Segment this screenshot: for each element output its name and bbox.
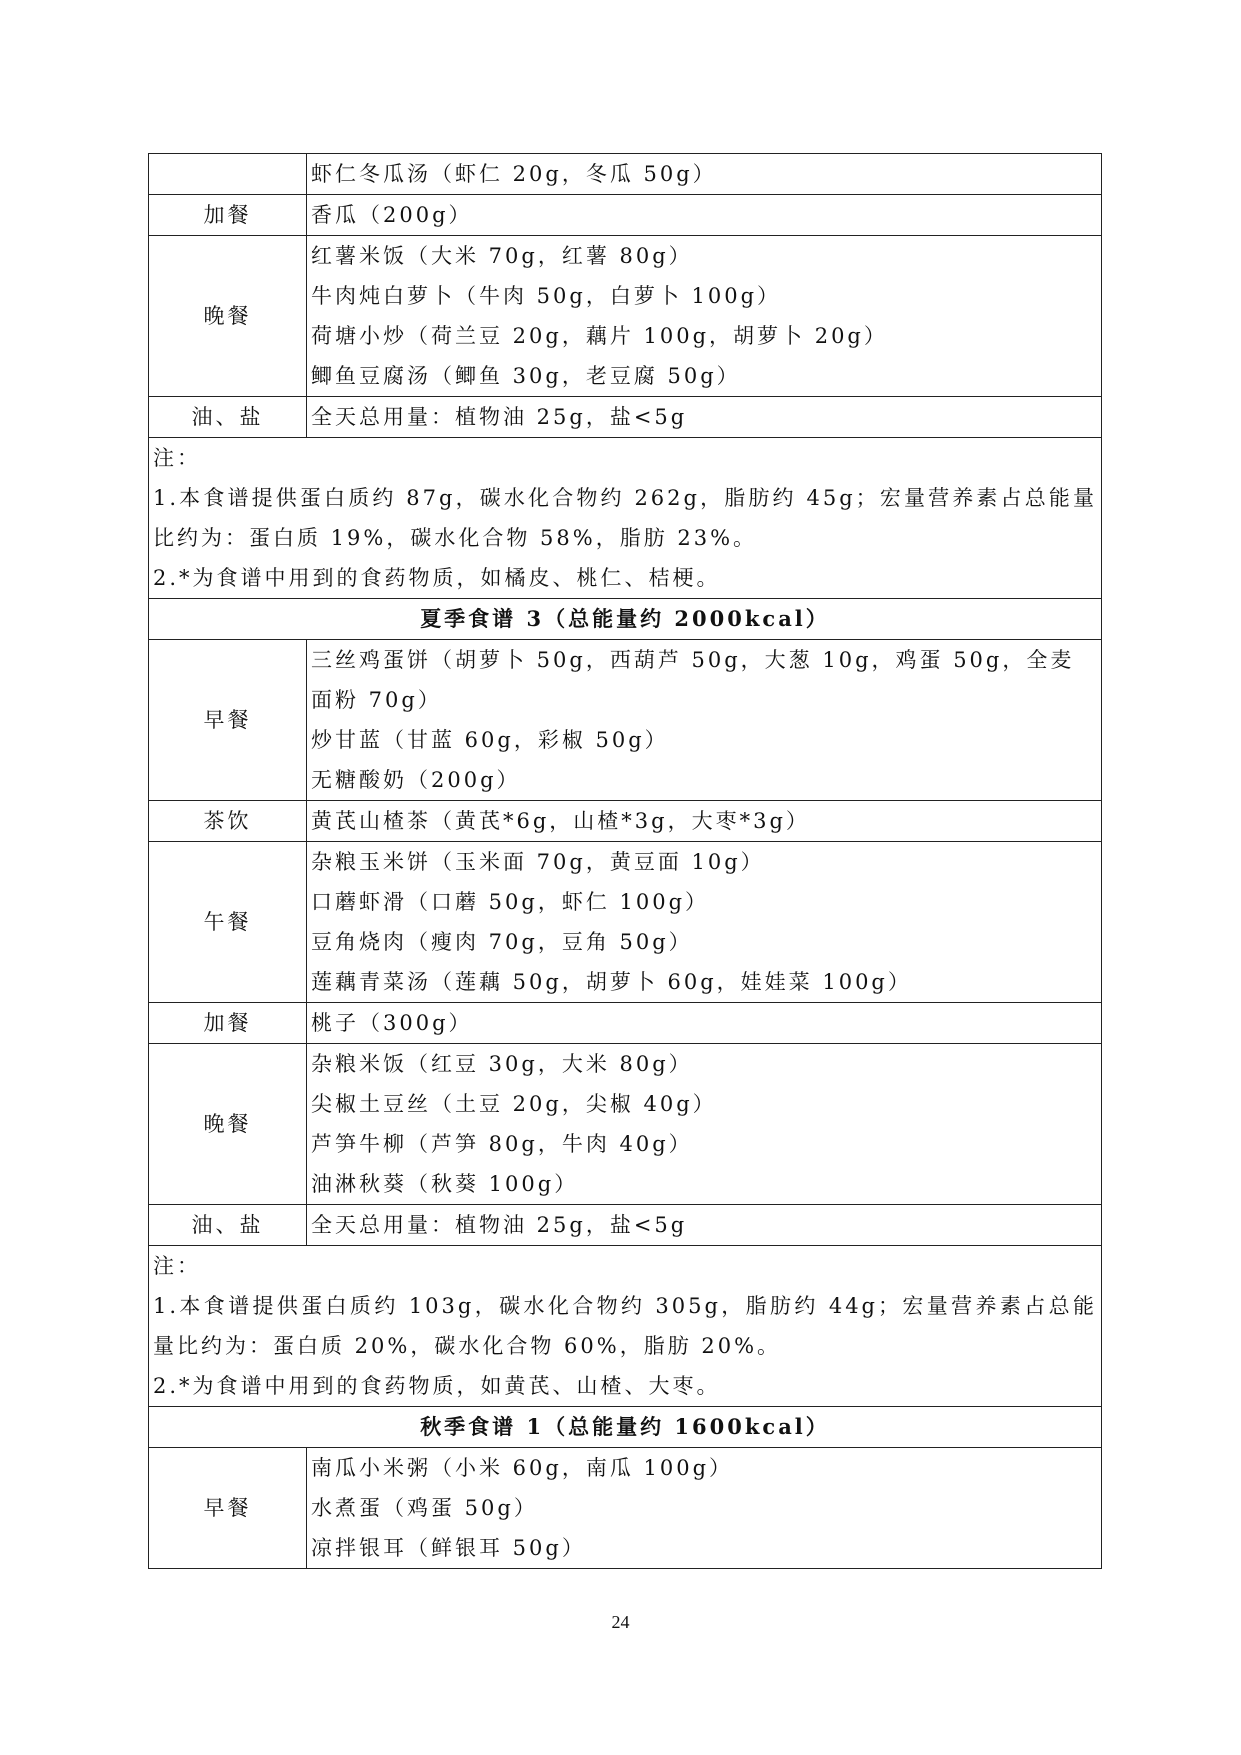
table-row bbox=[149, 1448, 1102, 1569]
dish-item: 荷塘小炒（荷兰豆 20g，藕片 100g，胡萝卜 20g） bbox=[311, 324, 888, 348]
dish-item: 三丝鸡蛋饼（胡萝卜 50g，西葫芦 50g，大葱 10g，鸡蛋 50g，全麦面粉 70g） bbox=[311, 648, 1075, 712]
meal-items bbox=[307, 195, 1102, 236]
meal-items bbox=[307, 1044, 1102, 1205]
dish-item: 桃子（300g） bbox=[311, 1011, 473, 1035]
table-row bbox=[149, 236, 1102, 397]
dish-item: 油淋秋葵（秋葵 100g） bbox=[311, 1172, 579, 1196]
dish-item: 豆角烧肉（瘦肉 70g，豆角 50g） bbox=[311, 930, 693, 954]
dish-item: 口蘑虾滑（口蘑 50g，虾仁 100g） bbox=[311, 890, 710, 914]
section-title-row bbox=[149, 1407, 1102, 1448]
dish-item: 杂粮米饭（红豆 30g，大米 80g） bbox=[311, 1052, 693, 1076]
meal-items bbox=[307, 1003, 1102, 1044]
meal-label: 油、盐 bbox=[149, 397, 307, 438]
page-number: 24 bbox=[611, 1612, 630, 1632]
table-row bbox=[149, 842, 1102, 1003]
recipe-table-body bbox=[149, 154, 1102, 1569]
table-row bbox=[149, 154, 1102, 195]
recipe-table bbox=[148, 153, 1102, 1569]
meal-items bbox=[307, 397, 1102, 438]
dish-item: 全天总用量：植物油 25g，盐<5g bbox=[311, 1213, 688, 1237]
dish-item: 杂粮玉米饼（玉米面 70g，黄豆面 10g） bbox=[311, 850, 765, 874]
meal-label: 加餐 bbox=[149, 195, 307, 236]
dish-item: 黄芪山楂茶（黄芪*6g，山楂*3g，大枣*3g） bbox=[311, 809, 810, 833]
note-cell bbox=[149, 1246, 1102, 1407]
meal-items bbox=[307, 236, 1102, 397]
note-line: 注： bbox=[153, 1254, 201, 1278]
note-row bbox=[149, 438, 1102, 599]
section-title: 夏季食谱 3（总能量约 2000kcal） bbox=[149, 599, 1102, 640]
table-row bbox=[149, 801, 1102, 842]
table-row bbox=[149, 195, 1102, 236]
meal-label: 晚餐 bbox=[149, 1044, 307, 1205]
dish-item: 芦笋牛柳（芦笋 80g，牛肉 40g） bbox=[311, 1132, 693, 1156]
dish-item: 尖椒土豆丝（土豆 20g，尖椒 40g） bbox=[311, 1092, 717, 1116]
meal-label: 茶饮 bbox=[149, 801, 307, 842]
note-line: 1.本食谱提供蛋白质约 87g，碳水化合物约 262g，脂肪约 45g；宏量营养素占总能量比约为：蛋白质 19%，碳水化合物 58%，脂肪 23%。 bbox=[153, 486, 1097, 550]
dish-item: 红薯米饭（大米 70g，红薯 80g） bbox=[311, 244, 693, 268]
meal-items bbox=[307, 842, 1102, 1003]
meal-items bbox=[307, 801, 1102, 842]
table-row bbox=[149, 1044, 1102, 1205]
meal-items bbox=[307, 154, 1102, 195]
meal-items bbox=[307, 1448, 1102, 1569]
meal-items bbox=[307, 1205, 1102, 1246]
section-title: 秋季食谱 1（总能量约 1600kcal） bbox=[149, 1407, 1102, 1448]
dish-item: 南瓜小米粥（小米 60g，南瓜 100g） bbox=[311, 1456, 734, 1480]
note-line: 注： bbox=[153, 446, 201, 470]
dish-item: 全天总用量：植物油 25g，盐<5g bbox=[311, 405, 688, 429]
dish-item: 莲藕青菜汤（莲藕 50g，胡萝卜 60g，娃娃菜 100g） bbox=[311, 970, 912, 994]
meal-label: 晚餐 bbox=[149, 236, 307, 397]
dish-item: 香瓜（200g） bbox=[311, 203, 473, 227]
meal-items bbox=[307, 640, 1102, 801]
dish-item: 水煮蛋（鸡蛋 50g） bbox=[311, 1496, 538, 1520]
table-row bbox=[149, 1205, 1102, 1246]
meal-label bbox=[149, 154, 307, 195]
meal-label: 早餐 bbox=[149, 640, 307, 801]
note-cell bbox=[149, 438, 1102, 599]
note-line: 1.本食谱提供蛋白质约 103g，碳水化合物约 305g，脂肪约 44g；宏量营养素占总能量比约为：蛋白质 20%，碳水化合物 60%，脂肪 20%。 bbox=[153, 1294, 1097, 1358]
meal-label: 加餐 bbox=[149, 1003, 307, 1044]
dish-item: 炒甘蓝（甘蓝 60g，彩椒 50g） bbox=[311, 728, 669, 752]
note-line: 2.*为食谱中用到的食药物质，如橘皮、桃仁、桔梗。 bbox=[153, 566, 721, 590]
table-row bbox=[149, 1003, 1102, 1044]
note-row bbox=[149, 1246, 1102, 1407]
meal-label: 早餐 bbox=[149, 1448, 307, 1569]
note-line: 2.*为食谱中用到的食药物质，如黄芪、山楂、大枣。 bbox=[153, 1374, 721, 1398]
dish-item: 牛肉炖白萝卜（牛肉 50g，白萝卜 100g） bbox=[311, 284, 782, 308]
section-title-row bbox=[149, 599, 1102, 640]
dish-item: 鲫鱼豆腐汤（鲫鱼 30g，老豆腐 50g） bbox=[311, 364, 741, 388]
table-row bbox=[149, 640, 1102, 801]
meal-label: 午餐 bbox=[149, 842, 307, 1003]
dish-item: 无糖酸奶（200g） bbox=[311, 768, 521, 792]
meal-label: 油、盐 bbox=[149, 1205, 307, 1246]
dish-item: 虾仁冬瓜汤（虾仁 20g，冬瓜 50g） bbox=[311, 162, 717, 186]
table-row bbox=[149, 397, 1102, 438]
dish-item: 凉拌银耳（鲜银耳 50g） bbox=[311, 1536, 586, 1560]
